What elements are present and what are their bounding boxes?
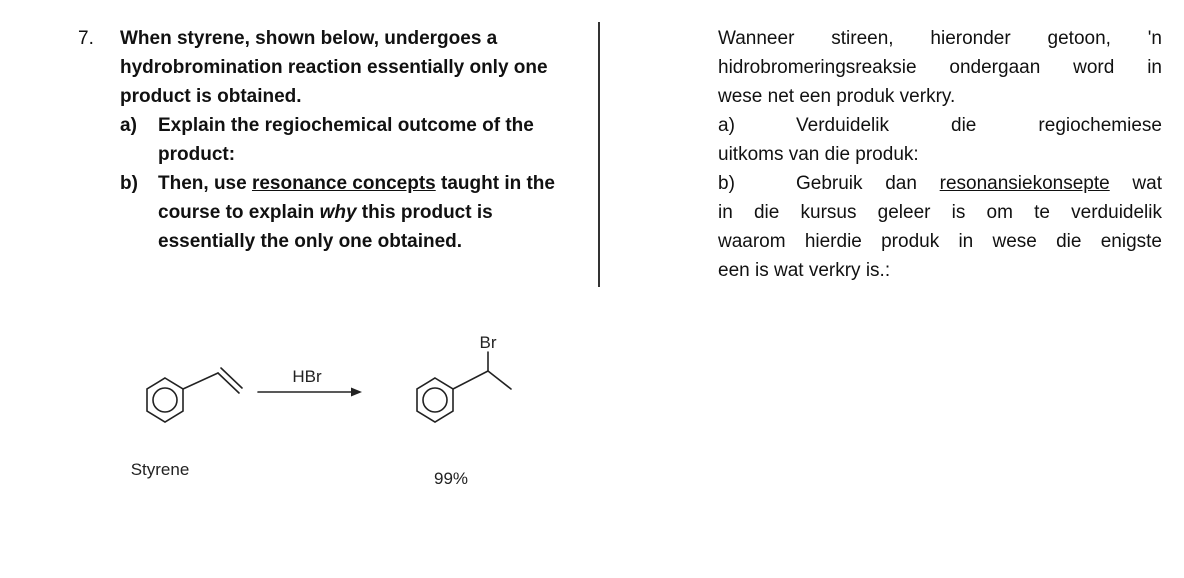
af-line-3: wese net een produk verkry.	[718, 86, 956, 107]
af-line-1: Wanneer stireen, hieronder getoon, 'n	[718, 28, 1162, 49]
yield-label: 99%	[433, 469, 469, 488]
resonance-concepts-link: resonance concepts	[251, 173, 436, 194]
af-part-b-label: b)	[718, 173, 735, 194]
part-a-text: Explain the regiochemical outcome of the product:	[158, 115, 534, 165]
af-part-b-pre: Gebruik dan	[796, 173, 917, 194]
product-benzene-ring	[417, 378, 453, 422]
bromine-label: Br	[479, 333, 497, 352]
af-line-2: hidrobromeringsreaksie ondergaan word in	[718, 57, 1162, 78]
question-number: 7.	[78, 28, 94, 49]
af-part-b-line-2: in die kursus geleer is om te verduidelik	[718, 202, 1162, 223]
styrene-benzene-ring	[147, 378, 183, 422]
part-b-label: b)	[120, 173, 138, 194]
product-side-chain	[453, 352, 511, 389]
reaction-arrow	[258, 388, 362, 397]
resonansiekonsepte-link: resonansiekonsepte	[939, 173, 1110, 194]
af-part-b-line-3: waarom hierdie produk in wese die enigste	[718, 231, 1162, 252]
af-part-b-line-4: een is wat verkry is.:	[718, 260, 891, 281]
af-part-a-label: a)	[718, 115, 735, 136]
part-b-text-pre: Then, use	[158, 173, 247, 194]
part-b-text-mid: taught in the course to explain	[158, 173, 555, 223]
part-a-label: a)	[120, 115, 137, 136]
styrene-vinyl-group	[183, 368, 242, 393]
reagent-label: HBr	[292, 367, 322, 386]
question-intro: When styrene, shown below, undergoes a hydrobromination reaction essentially only one product is obtained.	[120, 28, 548, 107]
part-b-text-post: this product is essentially the only one obtained.	[158, 202, 493, 252]
part-b-italic: why	[319, 202, 357, 223]
af-part-b-post: wat	[1132, 173, 1162, 194]
styrene-label: Styrene	[130, 460, 190, 479]
af-part-a-text: Verduidelik die regiochemiese	[796, 115, 1162, 136]
af-part-a-rest: uitkoms van die produk:	[718, 144, 919, 165]
